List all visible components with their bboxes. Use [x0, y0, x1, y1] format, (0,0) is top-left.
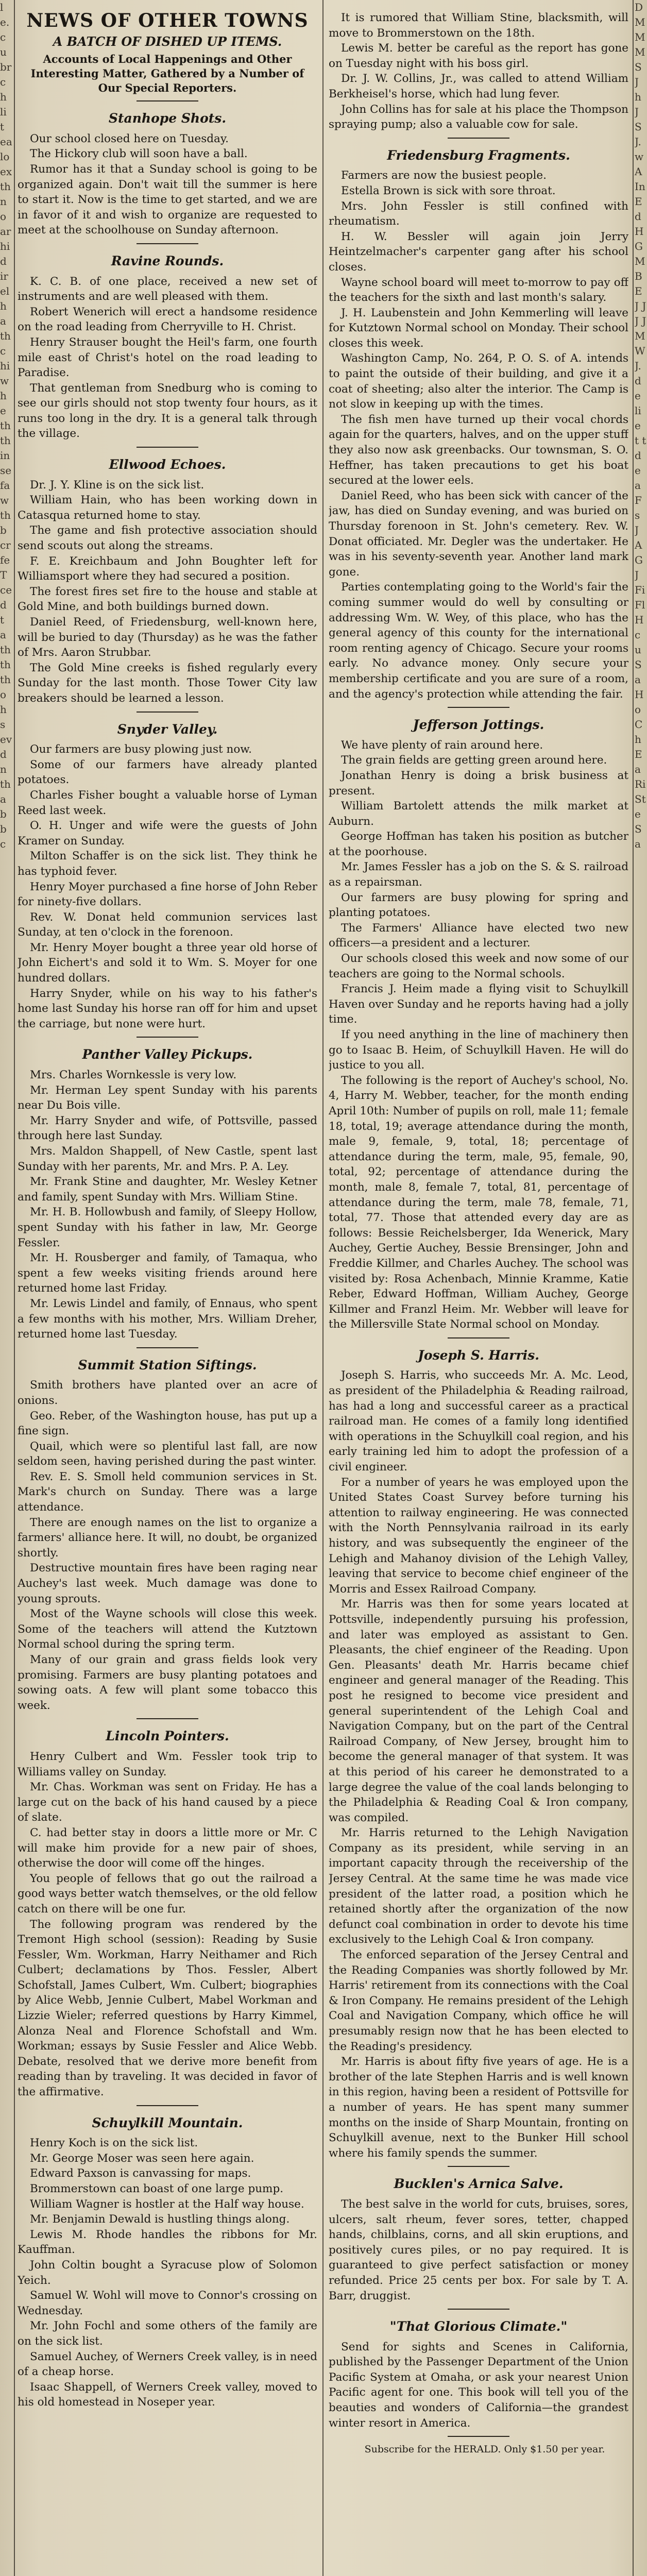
paragraph: We have plenty of rain around here.: [341, 738, 543, 752]
paragraph: Daniel Reed, of Friedensburg, well-known here, will be buried to day (Thursday) as he was the father of Mrs. Aaron Strubbar.: [18, 616, 317, 659]
paragraph: Most of the Wayne schools will close this week. Some of the teachers will attend the Kutztown Normal school during the spring term.: [18, 1607, 317, 1651]
paragraph: Dr. J. W. Collins, Jr., was called to attend William Berkheisel's horse, which had lung fever.: [329, 72, 628, 100]
paragraph: John Coltin bought a Syracuse plow of Solomon Yeich.: [18, 2258, 317, 2287]
paragraph: Mr. James Fessler has a job on the S. & S. railroad as a repairsman.: [329, 860, 628, 889]
paragraph: Henry Strauser bought the Heil's farm, one fourth mile east of Christ's hotel on the road leading to Paradise.: [18, 335, 317, 380]
paragraph: Robert Wenerich will erect a handsome residence on the road leading from Cherryville to H. Christ.: [18, 305, 317, 334]
paragraph: Our farmers are busy plowing for spring and planting potatoes.: [329, 891, 628, 920]
right-edge-fragment: D M M M S J h J S J. w A In E d H G M B E J J J J M W J. de lie t t de a F s J A G J Fi Fl H cu Sa Ho Ch Ea Ri Ste Sa: [635, 1, 646, 850]
left-sections: [18, 111, 317, 2410]
paragraph: Mr. Frank Stine and daughter, Mr. Wesley Ketner and family, spent Sunday with Mrs. William Stine.: [18, 1175, 317, 1204]
paragraph: Parties contemplating going to the World's fair the coming summer would do well by consulting or addressing Wm. W. Wey, of this place, who has the general agency of this county for the international room renting agency of Chicago. Secure your rooms early. No advance money. Only secure your membership certificate and you are sure of a room, and the agency's protection while attending the fair.: [329, 581, 628, 701]
section-heading: Lincoln Pointers.: [106, 1728, 229, 1744]
paragraph: The enforced separation of the Jersey Central and the Reading Companies was shortly followed by Mr. Harris' retirement from its connections with the Coal & Iron Company. He remains president of the Lehigh Coal and Navigation Company, which office he will presumably resign now that he has been elected to the Reading's presidency.: [329, 1948, 628, 2053]
paragraph: The grain fields are getting green around here.: [341, 754, 607, 767]
paragraph: Mrs. Maldon Shappell, of New Castle, spent last Sunday with her parents, Mr. and Mrs. P. A. Ley.: [18, 1145, 317, 1173]
left-column: [18, 10, 317, 2576]
paragraph: If you need anything in the line of machinery then go to Isaac B. Heim, of Schuylkill Haven. He will do justice to you all.: [329, 1028, 628, 1072]
section-heading: Joseph S. Harris.: [418, 1347, 539, 1363]
paragraph: C. had better stay in doors a little more or Mr. C will make him provide for a new pair of shoes, otherwise the door will come off the hinges.: [18, 1826, 317, 1870]
section-heading: Ellwood Echoes.: [109, 457, 226, 472]
subscribe-note: Subscribe for the HERALD. Only $1.50 per year.: [364, 2444, 605, 2455]
paragraph: William Bartolett attends the milk market at Auburn.: [329, 800, 628, 828]
divider: [137, 447, 198, 448]
paragraph: K. C. B. of one place, received a new set of instruments and are well pleased with them.: [18, 275, 317, 303]
divider: [137, 243, 198, 244]
section-heading: Ravine Rounds.: [111, 253, 224, 268]
paragraph: Isaac Shappell, of Werners Creek valley, moved to his old homestead in Noseper year.: [18, 2380, 317, 2409]
paragraph: Henry Culbert and Wm. Fessler took trip to Williams valley on Sunday.: [18, 1750, 317, 1778]
paragraph: Mr. Harry Snyder and wife, of Pottsville, passed through here last Sunday.: [18, 1114, 317, 1143]
column-rule-middle: [322, 0, 324, 2576]
paragraph: Henry Koch is on the sick list.: [30, 2137, 198, 2150]
paragraph: Mr. H. Rousberger and family, of Tamaqua, who spent a few weeks visiting friends around here returned home last Friday.: [18, 1251, 317, 1295]
paragraph: Mrs. John Fessler is still confined with rheumatism.: [329, 199, 628, 228]
paragraph: H. W. Bessler will again join Jerry Heintzelmacher's carpenter gang after his school closes.: [329, 230, 628, 274]
divider: [137, 2105, 198, 2106]
masthead: NEWS OF OTHER TOWNS: [26, 10, 309, 31]
paragraph: Mr. Harris returned to the Lehigh Navigation Company as its president, while serving in an important capacity through the receivership of the Jersey Central. At the same time he was made vice president of the latter road, a position which he retained shortly after the organization of the now defunct coal combination in order to devote his time exclusively to the Lehigh Coal & Iron company.: [329, 1826, 628, 1946]
paragraph: Francis J. Heim made a flying visit to Schuylkill Haven over Sunday and he reports having had a jolly time.: [329, 982, 628, 1026]
paragraph: Mr. George Moser was seen here again.: [30, 2151, 254, 2165]
divider: [448, 707, 509, 708]
paragraph: F. E. Kreichbaum and John Boughter left for Williamsport where they had secured a position.: [18, 554, 317, 583]
paragraph: Rev. W. Donat held communion services last Sunday, at ten o'clock in the forenoon.: [18, 910, 317, 939]
paragraph: Our schools closed this week and now some of our teachers are going to the Normal schools.: [329, 952, 628, 980]
section-heading: "That Glorious Climate.": [389, 2319, 568, 2334]
paragraph: Send for sights and Scenes in California, published by the Passenger Department of the Union Pacific System at Omaha, or ask your nearest Union Pacific agent for one. This book will tell you of the beauties and wonders of California—the grandest winter resort in America.: [329, 2340, 628, 2430]
paragraph: Charles Fisher bought a valuable horse of Lyman Reed last week.: [18, 788, 317, 817]
paragraph: The Gold Mine creeks is fished regularly every Sunday for the last month. Those Tower City law breakers should be learned a lesson.: [18, 661, 317, 705]
paragraph: Brommerstown can boast of one large pump.: [30, 2182, 284, 2195]
paragraph: William Hain, who has been working down in Catasqua returned home to stay.: [18, 494, 317, 522]
paragraph: J. H. Laubenstein and John Kemmerling will leave for Kutztown Normal school on Monday. Their school closes this week.: [329, 306, 628, 350]
divider: [137, 1718, 198, 1719]
section-heading: Stanhope Shots.: [108, 111, 227, 126]
paragraph: The fish men have turned up their vocal chords again for the quarters, halves, and on the upper stuff they also now ask greenbacks. Our townsman, S. O. Heffner, has taken precautions to get his boat secured at the lower eels.: [329, 413, 628, 487]
divider: [448, 2309, 509, 2310]
paragraph: Mr. H. B. Hollowbush and family, of Sleepy Hollow, spent Sunday with his father in law, Mr. George Fessler.: [18, 1206, 317, 1249]
paragraph: Joseph S. Harris, who succeeds Mr. A. Mc. Leod, as president of the Philadelphia & Reading railroad, has had a long and successful career as a practical railroad man. He comes of a family long identified with operations in the Schuylkill coal region, and his early training led him to adopt the profession of a civil engineer.: [329, 1369, 628, 1474]
right-sections: [329, 148, 628, 2431]
section-heading: Schuylkill Mountain.: [92, 2115, 243, 2130]
paragraph: Mr. Herman Ley spent Sunday with his parents near Du Bois ville.: [18, 1083, 317, 1112]
section-heading: Friedensburg Fragments.: [387, 147, 570, 163]
paragraph: The following is the report of Auchey's school, No. 4, Harry M. Webber, teacher, for the month ending April 10th: Number of pupils on roll, male 11; female 18, total, 19; average attendance during the month, male 9, female, 9, total, 18; percentage of attendance during the term, male, 95, female, 90, total, 92; percentage of attendance during the month, male 8, female 7, total, 81, percentage of attendance during the term, male 78, female, 71, total, 77. Those that attended every day are as follows: Bessie Reichelsberger, Ida Wenerick, Mary Auchey, Gertie Auchey, Bessie Brensinger, John and Freddie Killmer, and Charles Auchey. The school was visited by: Rosa Achenbach, Minnie Kramme, Katie Reber, Edward Hoffman, William Auchey, George Killmer and Franzl Heim. Mr. Webber will leave for the Millersville State Normal school on Monday.: [329, 1074, 628, 1331]
divider: [448, 2166, 509, 2167]
paragraph: For a number of years he was employed upon the United States Coast Survey before turning his attention to railway engineering. He was connected with the North Pennsylvania railroad in its early history, and was subsequently the engineer of the Lehigh and Mahanoy division of the Lehigh Valley, leaving that service to become chief engineer of the Morris and Essex Railroad Company.: [329, 1476, 628, 1596]
paragraph: Mr. Benjamin Dewald is hustling things along.: [30, 2213, 290, 2226]
paragraph: The following program was rendered by the Tremont High school (session): Reading by Susie Fessler, Wm. Workman, Harry Neithamer and Rich Culbert; declamations by Thos. Fessler, Albert Schofstall, James Culbert, Wm. Culbert; biographies by Alice Webb, Jennie Culbert, Mabel Workman and Lizzie Wieler; referred questions by Harry Kimmel, Alonza Neal and Florence Schofstall and Wm. Workman; essays by Susie Fessler and Alice Webb. Debate, resolved that we derive more benefit from reading than by traveling. It was decided in favor of the affirmative.: [18, 1918, 317, 2099]
divider: [137, 1347, 198, 1348]
paragraph: The best salve in the world for cuts, bruises, sores, ulcers, salt rheum, fever sores, tetter, chapped hands, chilblains, corns, and all skin eruptions, and positively cures piles, or no pay required. It is guaranteed to give perfect satisfaction or money refunded. Price 25 cents per box. For sale by T. A. Barr, druggist.: [329, 2197, 628, 2302]
paragraph: Samuel Auchey, of Werners Creek valley, is in need of a cheap horse.: [18, 2350, 317, 2379]
paragraph: Edward Paxson is canvassing for maps.: [30, 2167, 251, 2180]
paragraph: George Hoffman has taken his position as butcher at the poorhouse.: [329, 830, 628, 858]
column-rule-right: [633, 0, 634, 2576]
paragraph: Washington Camp, No. 264, P. O. S. of A. intends to paint the outside of their building, and give it a coat of sheeting; also alter the interior. The Camp is not slow in keeping up with the times.: [329, 352, 628, 411]
section-heading: Jefferson Jottings.: [413, 717, 544, 733]
paragraph: Our farmers are busy plowing just now.: [30, 743, 252, 756]
paragraph: William Wagner is hostler at the Half way house.: [30, 2197, 304, 2211]
paragraph: Mr. Henry Moyer bought a three year old horse of John Eichert's and sold it to Wm. S. Moyer for one hundred dollars.: [18, 941, 317, 985]
section-heading: Panther Valley Pickups.: [82, 1047, 253, 1062]
paragraph: Mrs. Charles Wornkessle is very low.: [30, 1069, 237, 1082]
deck-subheadline: Accounts of Local Happenings and Other Interesting Matter, Gathered by a Number of Our Special Reporters.: [30, 53, 304, 95]
paragraph: Smith brothers have planted over an acre of onions.: [18, 1379, 317, 1407]
right-top-paragraphs: [329, 10, 628, 139]
paragraph: Henry Moyer purchased a fine horse of John Reber for ninety-five dollars.: [18, 880, 317, 909]
divider: [448, 1337, 509, 1338]
section-heading: Bucklen's Arnica Salve.: [394, 2176, 564, 2192]
paragraph: Quail, which were so plentiful last fall, are now seldom seen, having perished during the past winter.: [18, 1439, 317, 1468]
paragraph: Wayne school board will meet to-morrow to pay off the teachers for the sixth and last month's salary.: [329, 276, 628, 304]
paragraph: Mr. Chas. Workman was sent on Friday. He has a large cut on the back of his hand caused by a piece of slate.: [18, 1781, 317, 1824]
paragraph: The Hickory club will soon have a ball.: [30, 147, 248, 161]
divider: [448, 138, 509, 139]
paragraph: O. H. Unger and wife were the guests of John Kramer on Sunday.: [18, 819, 317, 848]
paragraph: Mr. Harris was then for some years located at Pottsville, independently pursuing his profession, and later was employed as assistant to Gen. Pleasants, the chief engineer of the Reading. Upon Gen. Pleasants' death Mr. Harris became chief engineer and general manager of the Reading. This post he resigned to become vice president and general superintendent of the Lehigh Coal and Navigation Company, but on the part of the Central Railroad Company, of New Jersey, brought him to become the general manager of that system. It was at this period of his career he demonstrated to a large degree the value of the coal lands belonging to the Philadelphia & Reading Coal & Iron company, was compiled.: [329, 1598, 628, 1824]
paragraph: Harry Snyder, while on his way to his father's home last Sunday his horse ran off for him and upset the carriage, but none were hurt.: [18, 987, 317, 1030]
column-rule-left: [14, 0, 15, 2576]
paragraph: Jonathan Henry is doing a brisk business at present.: [329, 769, 628, 798]
paragraph: Farmers are now the busiest people.: [341, 169, 547, 182]
paragraph: The forest fires set fire to the house and stable at Gold Mine, and both buildings burned down.: [18, 585, 317, 614]
paragraph: Rumor has it that a Sunday school is going to be organized again. Don't wait till the summer is here to start it. Now is the time to get started, and we are in favor of it and wish to organize are requested to meet at the schoolhouse on Sunday afternoon.: [18, 162, 317, 237]
paragraph: Mr. John Fochl and some others of the family are on the sick list.: [18, 2319, 317, 2348]
paragraph: It is rumored that William Stine, blacksmith, will move to Brommerstown on the 18th.: [329, 11, 628, 40]
paragraph: Dr. J. Y. Kline is on the sick list.: [30, 478, 205, 492]
divider: [137, 1037, 198, 1038]
paragraph: Samuel W. Wohl will move to Connor's crossing on Wednesday.: [18, 2289, 317, 2317]
paragraph: Mr. Harris is about fifty five years of age. He is a brother of the late Stephen Harris and is well known in this region, having been a resident of Pottsville for a number of years. He has spent many summer months on the inside of Sharp Mountain, fronting on Schuylkill avenue, next to the Bunker Hill school where his family spends the summer.: [329, 2055, 628, 2160]
right-column: [329, 10, 628, 2576]
paragraph: Our school closed here on Tuesday.: [30, 132, 229, 145]
paragraph: That gentleman from Snedburg who is coming to see our girls should not stop twenty four hours, as it runs too long in the dry. It is a general talk through the village.: [18, 381, 317, 440]
paragraph: John Collins has for sale at his place the Thompson spraying pump; also a valuable cow for sale.: [329, 103, 628, 131]
divider: [137, 100, 198, 101]
paragraph: Milton Schaffer is on the sick list. They think he has typhoid fever.: [18, 850, 317, 878]
section-heading: Summit Station Siftings.: [78, 1357, 257, 1372]
paragraph: Many of our grain and grass fields look very promising. Farmers are busy planting potatoes and sowing oats. A few will plant some tobacco this week.: [18, 1653, 317, 1712]
paragraph: Some of our farmers have already planted potatoes.: [18, 758, 317, 787]
divider: [448, 2436, 509, 2437]
paragraph: Lewis M. Rhode handles the ribbons for Mr. Kauffman.: [18, 2228, 317, 2257]
paragraph: Geo. Reber, of the Washington house, has put up a fine sign.: [18, 1409, 317, 1438]
paragraph: Rev. E. S. Smoll held communion services in St. Mark's church on Sunday. There was a large attendance.: [18, 1470, 317, 1514]
paragraph: There are enough names on the list to organize a farmers' alliance here. It will, no doubt, be organized shortly.: [18, 1516, 317, 1560]
left-edge-fragment: le. cu br ch li t ea lo ex th no ar hi d ir el ha th c hi w he th th in se fa w th b cr fe T ce d t a th th th o h s ev d n th a b b c: [0, 1, 12, 850]
paragraph: Estella Brown is sick with sore throat.: [341, 184, 556, 197]
paragraph: You people of fellows that go out the railroad a good ways better watch themselves, or the old fellow catch on there will be one fur.: [18, 1872, 317, 1916]
deck-headline: A BATCH OF DISHED UP ITEMS.: [53, 33, 282, 49]
paragraph: Daniel Reed, who has been sick with cancer of the jaw, has died on Sunday evening, and was buried on Thursday forenoon in St. John's cemetery. Rev. W. Donat officiated. Mr. Degler was the undertaker. He was in his seventy-seventh year. Another land mark gone.: [329, 489, 628, 579]
paragraph: Mr. Lewis Lindel and family, of Ennaus, who spent a few months with his mother, Mrs. William Dreher, returned home last Tuesday.: [18, 1297, 317, 1341]
paragraph: Lewis M. better be careful as the report has gone on Tuesday night with his boss girl.: [329, 42, 628, 70]
paragraph: Destructive mountain fires have been raging near Auchey's last week. Much damage was done to young sprouts.: [18, 1562, 317, 1605]
paragraph: The Farmers' Alliance have elected two new officers—a president and a lecturer.: [329, 921, 628, 950]
section-heading: Snyder Valley.: [117, 721, 218, 737]
divider: [137, 711, 198, 713]
paragraph: The game and fish protective association should send scouts out along the streams.: [18, 524, 317, 553]
